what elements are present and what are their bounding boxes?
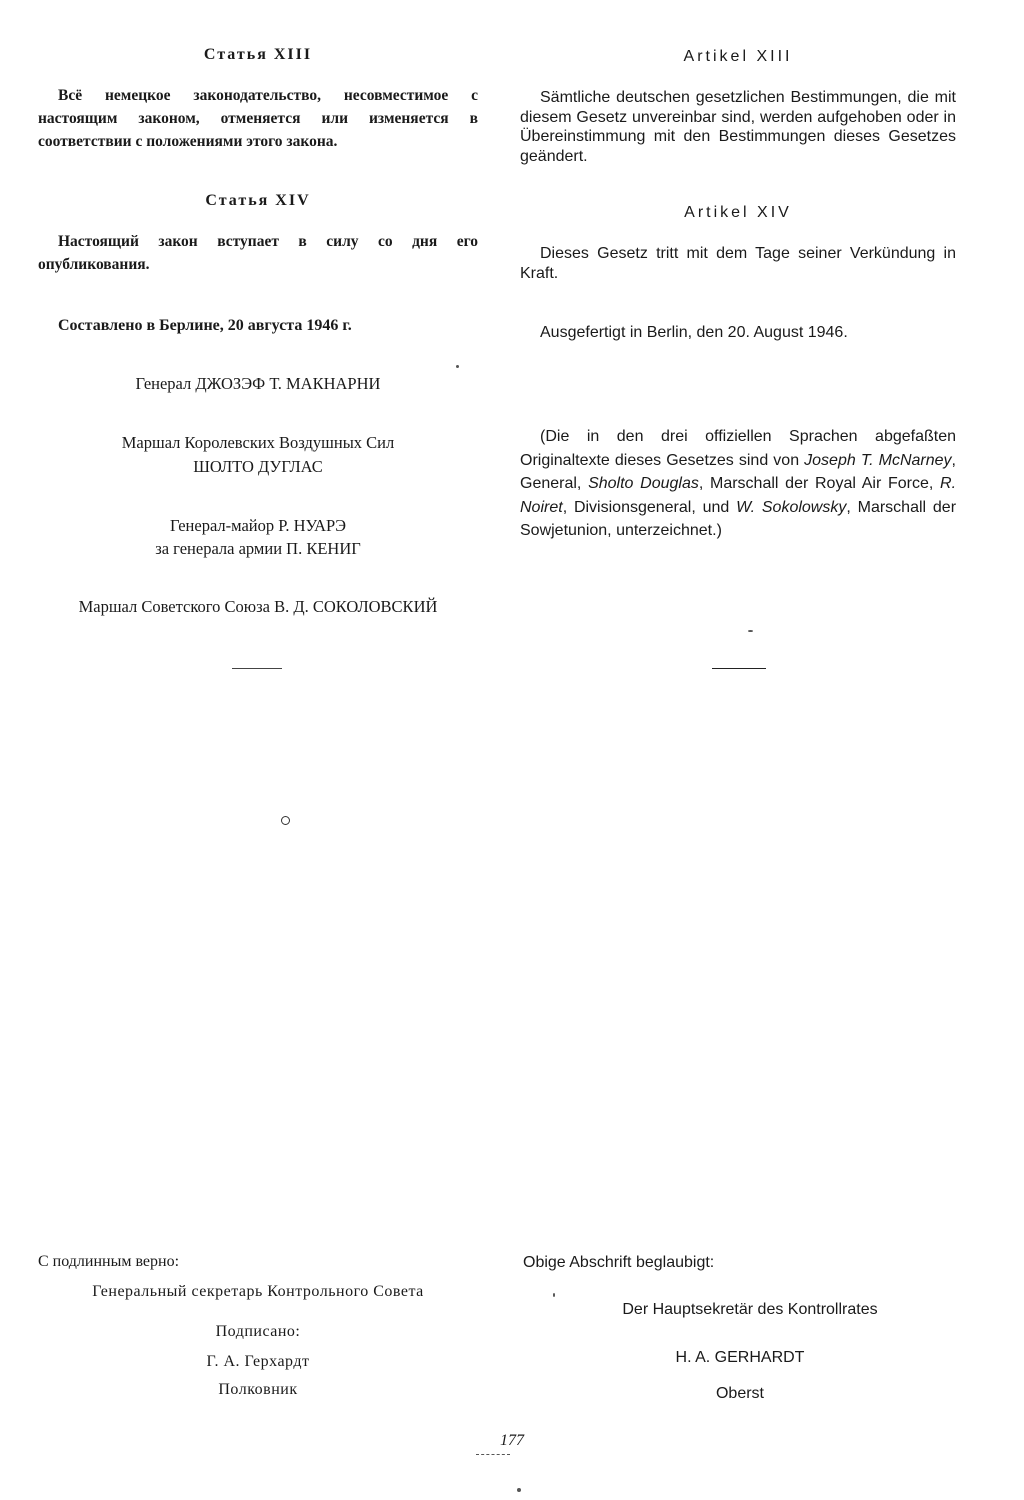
- ru-article-13-text: Всё немецкое законодательство, несовместимое с настоящим законом, отменяется или изменяется в соответствии с положениями этого закона.: [38, 87, 478, 150]
- de-signatories-note: [520, 425, 956, 543]
- scan-speck: [281, 816, 290, 825]
- de-end-rule: [712, 668, 766, 669]
- ru-signature-douglas-title: Маршал Королевских Воздушных Сил: [121, 433, 395, 452]
- de-article-14-text: Dieses Gesetz tritt mit dem Tage seiner Verkündung in Kraft.: [520, 245, 956, 282]
- ru-certification-title: Генеральный секретарь Контрольного Совета: [92, 1283, 424, 1300]
- ru-certification-name: Г. А. Герхардт: [206, 1353, 310, 1370]
- de-note-name-douglas: Sholto Douglas: [588, 475, 699, 492]
- de-article-13-text: Sämtliche deutschen gesetzlichen Bestimmungen, die mit diesem Gesetz unvereinbar sind, werden aufgehoben oder in Übereinstimmung mit den Bestimmungen dieses Gesetzes geändert.: [520, 89, 956, 165]
- scan-speck: [553, 1293, 555, 1297]
- de-place-date: Ausgefertigt in Berlin, den 20. August 1946.: [540, 324, 848, 341]
- ru-certification-label: С подлинным верно:: [38, 1253, 180, 1270]
- de-article-14-heading: Artikel XIV: [684, 204, 792, 221]
- de-note-part-3: , Marschall der Royal Air Force,: [698, 475, 941, 492]
- de-note-part-4: , Divisionsgeneral, und: [562, 498, 737, 516]
- ru-place-date: Составлено в Берлине, 20 августа 1946 г.: [58, 317, 352, 334]
- de-certification-title: Der Hauptsekretär des Kontrollrates: [622, 1301, 878, 1318]
- de-certification-label: Obige Abschrift beglaubigt:: [523, 1254, 715, 1271]
- ru-signature-douglas-name: ШОЛТО ДУГЛАС: [193, 457, 323, 476]
- de-note-part-2: , General,: [520, 451, 956, 492]
- scan-speck: [517, 1488, 521, 1492]
- scan-speck: [456, 365, 459, 368]
- de-certification-name: H. A. GERHARDT: [675, 1349, 805, 1366]
- ru-article-13-heading: Статья XIII: [203, 46, 313, 63]
- ru-certification-signed: Подписано:: [215, 1323, 301, 1340]
- scan-speck: [748, 630, 753, 632]
- de-article-13-heading: Artikel XIII: [683, 48, 793, 65]
- ru-signature-noiret: Генерал-майор Р. НУАРЭ: [169, 516, 347, 535]
- de-note-part-5: , Marschall der Sowjetunion, unterzeichnet.): [520, 498, 957, 539]
- de-note-name-noiret: R. Noiret: [520, 475, 957, 516]
- de-certification-rank: Oberst: [715, 1385, 764, 1402]
- ru-signature-sokolovsky: Маршал Советского Союза В. Д. СОКОЛОВСКИЙ: [78, 597, 438, 616]
- page-number: 177: [500, 1432, 524, 1449]
- ru-article-14-heading: Статья XIV: [205, 192, 311, 209]
- de-note-part-1: (Die in den drei offiziellen Sprachen abgefaßten Originaltexte dieses Gesetzes sind von: [520, 428, 956, 469]
- de-note-name-sokolowsky: W. Sokolowsky: [736, 498, 847, 516]
- ru-end-rule: [232, 668, 282, 669]
- ru-certification-rank: Полковник: [218, 1381, 298, 1398]
- ru-article-14-text: Настоящий закон вступает в силу со дня его опубликования.: [38, 233, 478, 273]
- ru-signature-mcnarney: Генерал ДЖОЗЭФ Т. МАКНАРНИ: [135, 374, 381, 393]
- page-number-underline: [476, 1454, 510, 1455]
- ru-signature-koenig: за генерала армии П. КЕНИГ: [155, 539, 361, 558]
- de-note-name-mcnarney: Joseph T. McNarney: [804, 451, 952, 469]
